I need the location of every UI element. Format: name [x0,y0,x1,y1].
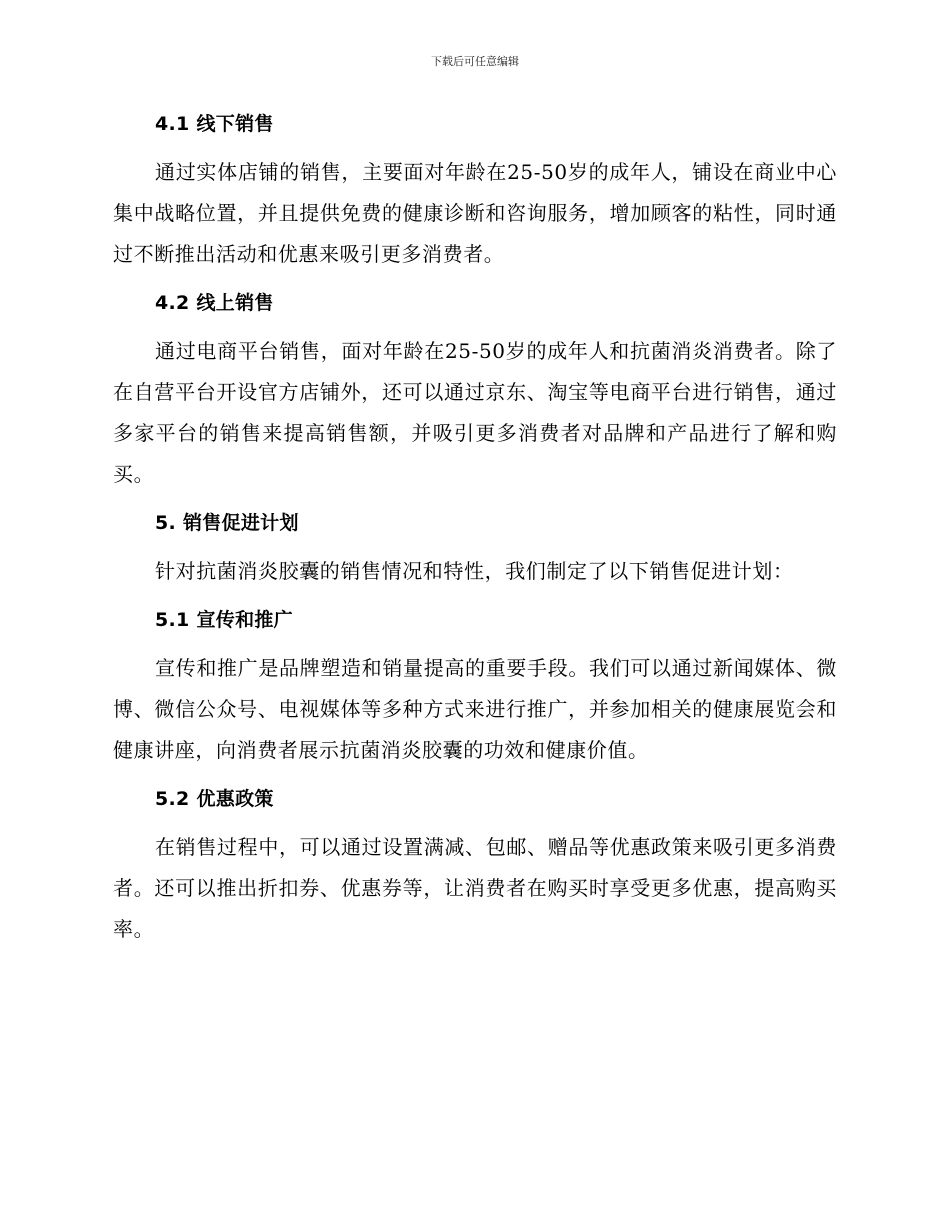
document-body [113,110,837,950]
section-paragraph-4-1: 通过实体店铺的销售，主要面对年龄在25-50岁的成年人，铺设在商业中心集中战略位置，并且提供免费的健康诊断和咨询服务，增加顾客的粘性，同时通过不断推出活动和优惠来吸引更多消费者。 [113,160,837,266]
section-paragraph-5-2: 在销售过程中，可以通过设置满减、包邮、赠品等优惠政策来吸引更多消费者。还可以推出折扣券、优惠券等，让消费者在购买时享受更多优惠，提高购买率。 [113,835,837,941]
section-paragraph-5: 针对抗菌消炎胶囊的销售情况和特性，我们制定了以下销售促进计划： [155,559,794,583]
section-heading-4-2: 4.2 线上销售 [155,292,274,314]
section-heading-5: 5. 销售促进计划 [155,512,299,534]
section-heading-5-2: 5.2 优惠政策 [155,788,274,810]
section-paragraph-5-1: 宣传和推广是品牌塑造和销量提高的重要手段。我们可以通过新闻媒体、微博、微信公众号、电视媒体等多种方式来进行推广，并参加相关的健康展览会和健康讲座，向消费者展示抗菌消炎胶囊的功效和健康价值。 [113,656,837,762]
section-heading-5-1: 5.1 宣传和推广 [155,609,293,631]
section-heading-4-1: 4.1 线下销售 [155,113,274,135]
section-paragraph-4-2: 通过电商平台销售，面对年龄在25-50岁的成年人和抗菌消炎消费者。除了在自营平台开设官方店铺外，还可以通过京东、淘宝等电商平台进行销售，通过多家平台的销售来提高销售额，并吸引更多消费者对品牌和产品进行了解和购买。 [113,339,837,486]
page-header: 下载后可任意编辑 [431,55,519,68]
